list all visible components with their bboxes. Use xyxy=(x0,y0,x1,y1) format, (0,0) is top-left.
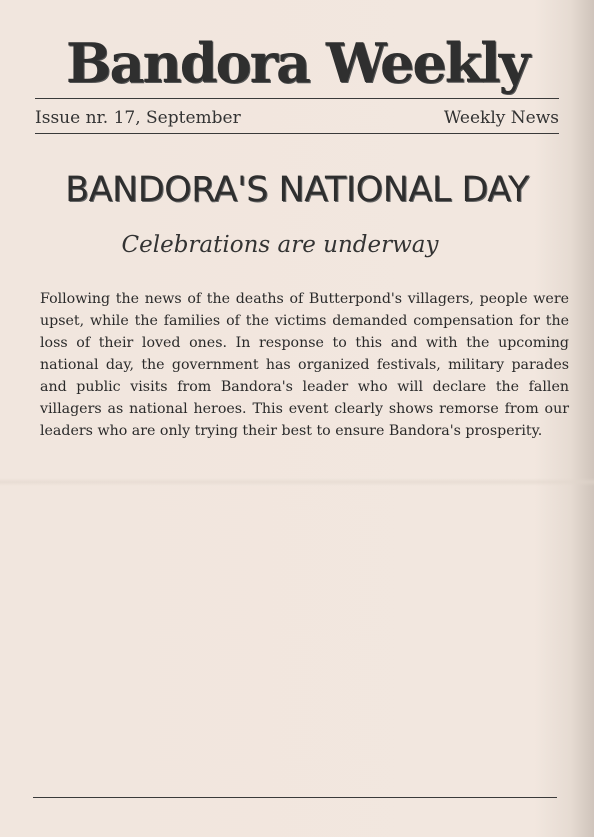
article-headline: BANDORA'S NATIONAL DAY xyxy=(65,170,529,210)
issue-label: Issue nr. 17, September xyxy=(35,108,241,128)
article-subheadline: Celebrations are underway xyxy=(121,232,439,258)
section-label: Weekly News xyxy=(443,108,559,128)
masthead-top-rule xyxy=(35,98,559,99)
newspaper-title: Bandora Weekly xyxy=(65,31,529,95)
paper-fold xyxy=(0,478,594,486)
article-body: Following the news of the deaths of Butterpond's villagers, people were upset, while the families of the victims demanded compensation for the loss of their loved ones. In response to this and with the upcoming national day, the government has organized festivals, military parades and public visits from Bandora's leader who will declare the fallen villagers as national heroes. This event clearly shows remorse from our leaders who are only trying their best to ensure Bandora's prosperity. xyxy=(40,291,569,439)
page-bottom-rule xyxy=(33,797,557,798)
masthead-bottom-rule xyxy=(35,133,559,134)
